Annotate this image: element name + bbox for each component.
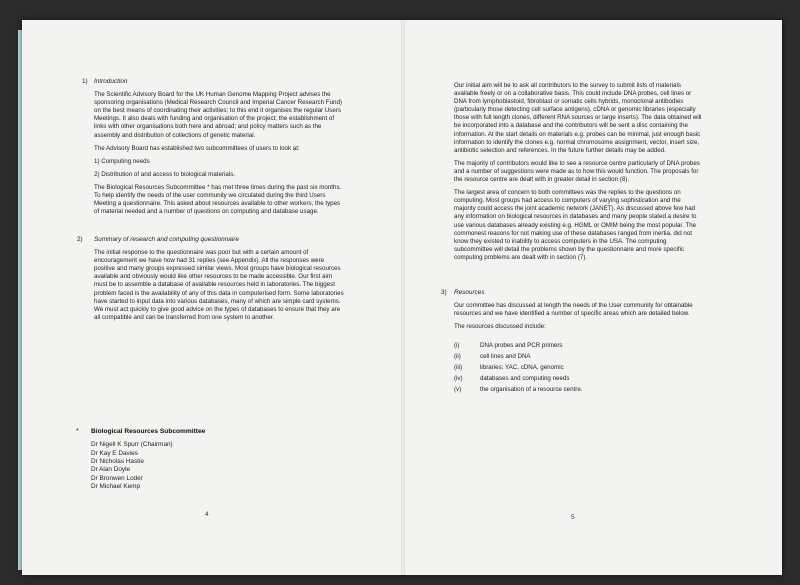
member-name: Dr Bronwen Loder bbox=[91, 474, 143, 482]
section-number: 1) bbox=[82, 78, 88, 85]
item-number: (v) bbox=[454, 386, 462, 393]
paragraph: The majority of contributors would like to see a resource centre particularly of DNA probes and a number of suggestions were made as to how this would function. The proposals for the resource centre are dealt with in greater detail in section (8). bbox=[454, 159, 700, 184]
member-name: Dr Nigell K Spurr (Chairman) bbox=[91, 441, 173, 449]
document-spread bbox=[22, 20, 782, 575]
section-2 bbox=[94, 236, 344, 322]
paragraph: The largest area of concern to both committees was the replies to the questions on computing. Most groups had access to computers of varying sophistication and the majority could access the joint academic network (JANET). As discussed above few had any information on biological resources in databases and many people stated a desire to use various databases already existing e.g. HGML or OMIM being the most popular. The commonest reasons for not making use of these databases ranged from inertia, did not know they existed to inability to access computers in the USA. The computing subcommittee will detail the problems shown by the questionnaire and more specific computing problems are dealt with in section (7). bbox=[454, 189, 697, 261]
paragraph: Our initial aim will be to ask all contributors to the survey to submit lists of materials available freely or on a collaborative basis. This could include DNA probes, cell lines or DNA from lymphoblastoid, fibroblast or somatic cells hybrids, monoclonal antibodies (particularly those detecting cell surface antigens), cDNA or genomic libraries (especially those with full length clones, different RNA sources or large inserts). The data obtained will be incorporated into a database and the contributors will be sent a disc containing the information. At the start details on materials e.g. probes can be minimal, just enough basic information to identify the clones e.g. normal chromosome assignment, vector, insert size, antibiotic selection and references. In the future further details may be added. bbox=[454, 82, 702, 154]
section-1 bbox=[94, 78, 344, 216]
right-page-body bbox=[454, 82, 704, 262]
item-text: libraries; YAC, cDNA, genomic bbox=[480, 364, 564, 371]
paragraph: The Scientific Advisory Board for the UK Human Genome Mapping Project advises the sponsoring organisations (Medical Research Council and Imperial Cancer Research Fund) on the best means of coordinating their activities; to this end it organises the regular Users Meetings. It also deals with funding and organisation of the project; the establishment of links with other organisations both here and abroad; and policy matters such as the assembly and distribution of collections of genetic material. bbox=[94, 91, 342, 139]
page-number: 4 bbox=[205, 511, 209, 518]
item-number: (iii) bbox=[454, 364, 463, 371]
section-heading: Summary of research and computing questionnaire bbox=[94, 236, 239, 243]
paragraph: The resources discussed include: bbox=[454, 323, 546, 331]
section-3 bbox=[454, 289, 704, 331]
member-name: Dr Michael Kemp bbox=[91, 483, 141, 491]
member-name: Dr Kay E Davies bbox=[91, 449, 138, 457]
left-page bbox=[22, 20, 402, 575]
member-name: Dr Alan Doyle bbox=[91, 466, 131, 474]
item-number: (i) bbox=[454, 342, 460, 349]
paragraph: The Biological Resources Subcommittee * has met three times during the past six months. To help identify the needs of the user community we circulated during the third Users Meeting a questionnaire. This asked about resources available to other workers, the types of material needed and a number of questions on computing and database usage. bbox=[94, 183, 342, 216]
paragraph: The initial response to the questionnaire was poor but with a certain amount of encouragement we have now had 31 replies (see Appendix). All the responses were positive and many groups expressed similar views. Most groups have biological resources available and obviously would like other resources to be made accessible. Our first aim must be to assemble a database of available resources held in laboratories. The biggest problem faced is the availability of any of this data in computerised form. Some laboratories have started to input data into various databases, many of which are simple card systems. We must act quickly to give good advice on the types of databases to ensure that they are all compatible and can be transferred from one system to another. bbox=[94, 249, 344, 321]
item-number: (ii) bbox=[454, 353, 461, 360]
item-text: the organisation of a resource centre. bbox=[480, 386, 583, 393]
footnote-asterisk: * bbox=[76, 428, 79, 435]
item-text: databases and computing needs bbox=[480, 375, 570, 382]
page-number: 5 bbox=[571, 514, 575, 521]
right-page bbox=[405, 20, 782, 575]
section-heading: Introduction bbox=[94, 78, 128, 85]
subcommittee-title: Biological Resources Subcommittee bbox=[91, 428, 206, 435]
section-heading: Resources bbox=[454, 289, 485, 296]
paragraph: The Advisory Board has established two subcommittees of users to look at: bbox=[94, 144, 300, 152]
item-text: cell lines and DNA bbox=[480, 353, 531, 360]
subcommittee-list bbox=[91, 428, 291, 492]
member-name: Dr Nicholas Hastie bbox=[91, 457, 144, 465]
list-item: 1) Computing needs bbox=[94, 157, 150, 165]
list-item: 2) Distribution of and access to biological materials. bbox=[94, 170, 236, 178]
item-number: (iv) bbox=[454, 375, 463, 382]
section-number: 3) bbox=[441, 289, 447, 296]
paragraph: Our committee has discussed at length the needs of the User community for obtainable resources and we have identified a number of specific areas which are detailed below. bbox=[454, 302, 693, 318]
item-text: DNA probes and PCR primers bbox=[480, 342, 563, 349]
section-number: 2) bbox=[77, 236, 83, 243]
